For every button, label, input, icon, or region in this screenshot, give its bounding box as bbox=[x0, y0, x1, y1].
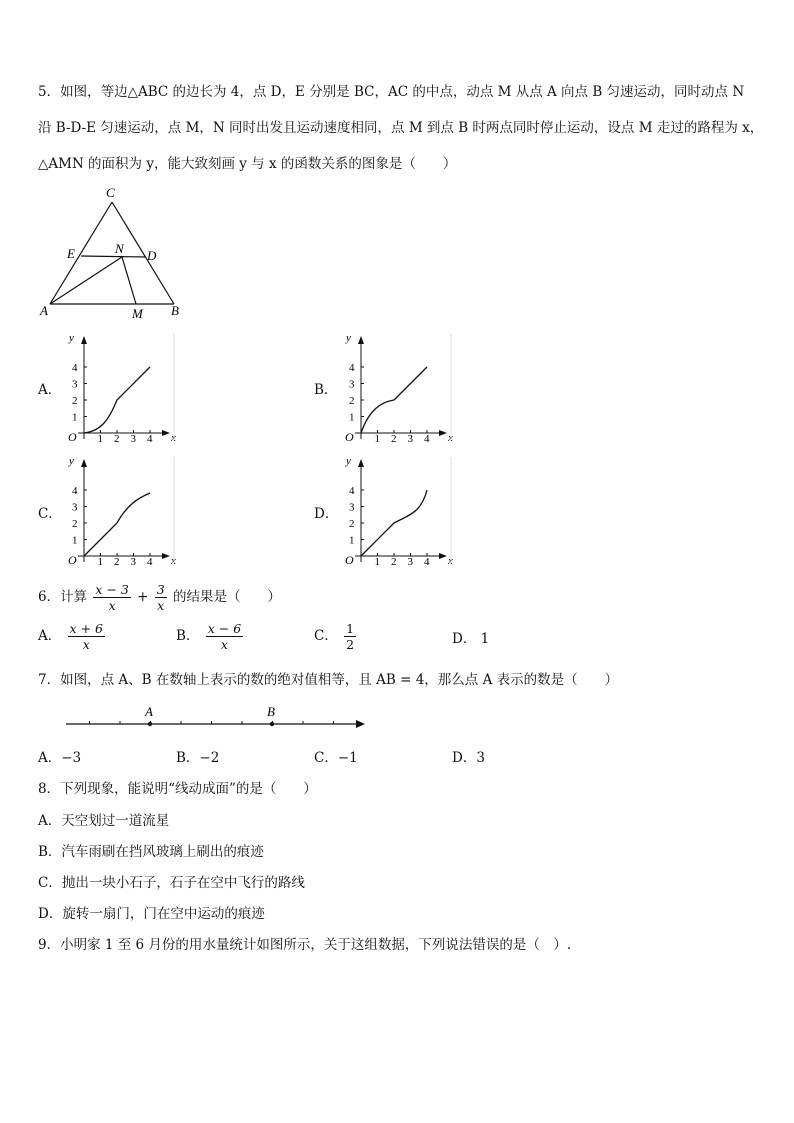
label-m: M bbox=[132, 306, 143, 321]
y-axis-arrow-icon bbox=[358, 459, 364, 467]
q6-option-b bbox=[176, 621, 245, 652]
y-tick-label: 4 bbox=[349, 362, 355, 374]
y-axis-arrow-icon bbox=[81, 459, 87, 467]
y-tick-label: 3 bbox=[349, 501, 355, 514]
y-axis-label: y bbox=[69, 455, 74, 467]
q9-line: 9．小明家 1 至 6 月份的用水量统计如图所示，关于这组数据，下列说法错误的是（ ）. bbox=[38, 937, 572, 953]
x-tick-label: 2 bbox=[391, 556, 397, 568]
triangle-figure bbox=[36, 184, 196, 324]
x-tick-label: 4 bbox=[424, 433, 430, 445]
y-tick-label: 2 bbox=[349, 518, 355, 530]
graph-curve bbox=[84, 367, 150, 433]
graph-curve bbox=[84, 493, 150, 556]
q6-option-b-denominator: x bbox=[220, 637, 228, 652]
graph-curve bbox=[361, 490, 427, 556]
point-a-dot bbox=[148, 722, 152, 726]
x-axis-label: x bbox=[448, 555, 453, 567]
q6-option-c-label: C． bbox=[314, 628, 338, 644]
q5-option-a-label: A． bbox=[38, 382, 62, 398]
graph-curve bbox=[361, 367, 427, 433]
q8-option-c: C．抛出一块小石子，石子在空中飞行的路线 bbox=[38, 875, 305, 891]
label-b: B bbox=[171, 303, 179, 318]
q6-fraction-1 bbox=[93, 582, 130, 613]
q5-option-b-label: B． bbox=[314, 382, 338, 398]
y-tick-label: 1 bbox=[349, 411, 355, 424]
q8-option-a: A．天空划过一道流星 bbox=[38, 813, 170, 829]
origin-label: O bbox=[345, 553, 354, 567]
graph-c bbox=[60, 453, 185, 568]
y-axis-arrow-icon bbox=[358, 336, 364, 344]
q5-option-d-label: D． bbox=[314, 506, 339, 522]
x-tick-label: 2 bbox=[114, 556, 120, 568]
label-a: A bbox=[40, 303, 48, 318]
q6-option-a-label: A． bbox=[38, 628, 62, 644]
q7-option-a-label: A． bbox=[38, 750, 62, 766]
x-tick-label: 1 bbox=[97, 433, 103, 445]
q5-line-1: 5．如图，等边△ABC 的边长为 4，点 D，E 分别是 BC，AC 的中点，动点 M 从点 A 向点 B 匀速运动，同时动点 N bbox=[38, 84, 745, 100]
x-axis-arrow-icon bbox=[439, 430, 447, 436]
q7-option-c-text: −1 bbox=[337, 750, 358, 766]
label-c: C bbox=[106, 185, 115, 200]
q6-frac2-numerator: 3 bbox=[156, 582, 165, 597]
q8-option-b: B．汽车雨刷在挡风玻璃上刷出的痕迹 bbox=[38, 844, 264, 860]
y-tick-label: 4 bbox=[349, 485, 355, 497]
q7-option-a-text: −3 bbox=[61, 750, 82, 766]
q5-option-c-label: C． bbox=[38, 506, 62, 522]
x-tick-label: 2 bbox=[391, 433, 397, 445]
y-tick-label: 3 bbox=[72, 501, 78, 514]
origin-label: O bbox=[345, 430, 354, 444]
q6-prefix: 6．计算 bbox=[38, 589, 88, 605]
q7-option-b-text: −2 bbox=[199, 750, 220, 766]
q6-option-d bbox=[452, 630, 489, 648]
y-tick-label: 4 bbox=[72, 362, 78, 374]
q6-option-d-label: D． bbox=[452, 631, 477, 647]
q5-line-2: 沿 B-D-E 匀速运动，点 M，N 同时出发且运动速度相同，点 M 到点 B 时两点同时停止运动，设点 M 走过的路程为 x， bbox=[38, 120, 764, 136]
y-tick-label: 2 bbox=[72, 518, 78, 530]
x-axis-label: x bbox=[171, 555, 176, 567]
y-tick-label: 1 bbox=[72, 534, 78, 547]
q6-line bbox=[38, 582, 281, 613]
q6-option-b-label: B． bbox=[176, 628, 200, 644]
x-tick-label: 1 bbox=[374, 433, 380, 445]
q6-option-c-numerator: 1 bbox=[346, 621, 355, 636]
x-tick-label: 3 bbox=[130, 433, 136, 445]
q6-option-c-fraction bbox=[344, 621, 356, 652]
y-axis-label: y bbox=[69, 332, 74, 344]
q7-option-d-text: 3 bbox=[476, 750, 485, 766]
x-axis-arrow-icon bbox=[162, 553, 170, 559]
point-b-label: B bbox=[267, 704, 275, 719]
q7-option-d-label: D． bbox=[452, 750, 477, 766]
q7-option-d bbox=[452, 749, 485, 767]
q6-option-c bbox=[314, 621, 358, 652]
y-tick-label: 4 bbox=[72, 485, 78, 497]
number-line bbox=[60, 702, 370, 736]
q7-option-a bbox=[38, 749, 81, 767]
q7-option-c-label: C． bbox=[314, 750, 338, 766]
x-tick-label: 2 bbox=[114, 433, 120, 445]
graph-a bbox=[60, 330, 185, 445]
point-b-dot bbox=[270, 722, 274, 726]
q6-option-a-numerator: x + 6 bbox=[69, 621, 103, 636]
x-axis-arrow-icon bbox=[439, 553, 447, 559]
graph-b bbox=[337, 330, 462, 445]
x-tick-label: 4 bbox=[424, 556, 430, 568]
y-tick-label: 2 bbox=[349, 395, 355, 407]
y-axis-label: y bbox=[346, 332, 351, 344]
x-tick-label: 3 bbox=[407, 433, 413, 445]
point-a-label: A bbox=[145, 704, 153, 719]
x-tick-label: 1 bbox=[97, 556, 103, 568]
q6-option-d-text: 1 bbox=[480, 631, 490, 647]
q8-line: 8．下列现象，能说明“线动成面”的是（ ） bbox=[38, 781, 317, 797]
q6-frac1-denominator: x bbox=[108, 598, 116, 613]
q6-plus: + bbox=[137, 589, 149, 605]
y-axis-label: y bbox=[346, 455, 351, 467]
q5-line-3: △AMN 的面积为 y，能大致刻画 y 与 x 的函数关系的图象是（ ） bbox=[38, 156, 457, 172]
q6-option-a bbox=[38, 621, 107, 652]
x-axis-label: x bbox=[448, 432, 453, 444]
number-line-arrow-icon bbox=[356, 720, 365, 728]
y-tick-label: 1 bbox=[349, 534, 355, 547]
y-tick-label: 3 bbox=[72, 378, 78, 391]
graph-d bbox=[337, 453, 462, 568]
label-d: D bbox=[147, 248, 157, 263]
label-n: N bbox=[115, 241, 124, 256]
q6-frac2-denominator: x bbox=[157, 598, 165, 613]
q8-option-d: D．旋转一扇门，门在空中运动的痕迹 bbox=[38, 906, 265, 922]
x-axis-arrow-icon bbox=[162, 430, 170, 436]
q7-option-b-label: B． bbox=[176, 750, 200, 766]
q6-suffix: 的结果是（ ） bbox=[172, 589, 281, 605]
x-tick-label: 3 bbox=[407, 556, 413, 568]
y-axis-arrow-icon bbox=[81, 336, 87, 344]
x-tick-label: 4 bbox=[147, 556, 153, 568]
x-axis-label: x bbox=[171, 432, 176, 444]
q7-line: 7．如图，点 A、B 在数轴上表示的数的绝对值相等，且 AB = 4，那么点 A 表示的数是（ ） bbox=[38, 672, 619, 688]
q7-option-b bbox=[176, 749, 219, 767]
y-tick-label: 1 bbox=[72, 411, 78, 424]
label-e: E bbox=[67, 246, 75, 261]
x-tick-label: 4 bbox=[147, 433, 153, 445]
q6-option-a-denominator: x bbox=[82, 637, 90, 652]
q6-option-c-denominator: 2 bbox=[346, 637, 355, 652]
y-tick-label: 2 bbox=[72, 395, 78, 407]
q6-option-b-fraction bbox=[206, 621, 243, 652]
q6-option-b-numerator: x − 6 bbox=[207, 621, 242, 636]
origin-label: O bbox=[68, 553, 77, 567]
origin-label: O bbox=[68, 430, 77, 444]
q6-option-a-fraction bbox=[68, 621, 105, 652]
x-tick-label: 3 bbox=[130, 556, 136, 568]
x-tick-label: 1 bbox=[374, 556, 380, 568]
q7-option-c bbox=[314, 749, 358, 767]
y-tick-label: 3 bbox=[349, 378, 355, 391]
q6-fraction-2 bbox=[155, 582, 167, 613]
q6-frac1-numerator: x − 3 bbox=[95, 582, 129, 597]
